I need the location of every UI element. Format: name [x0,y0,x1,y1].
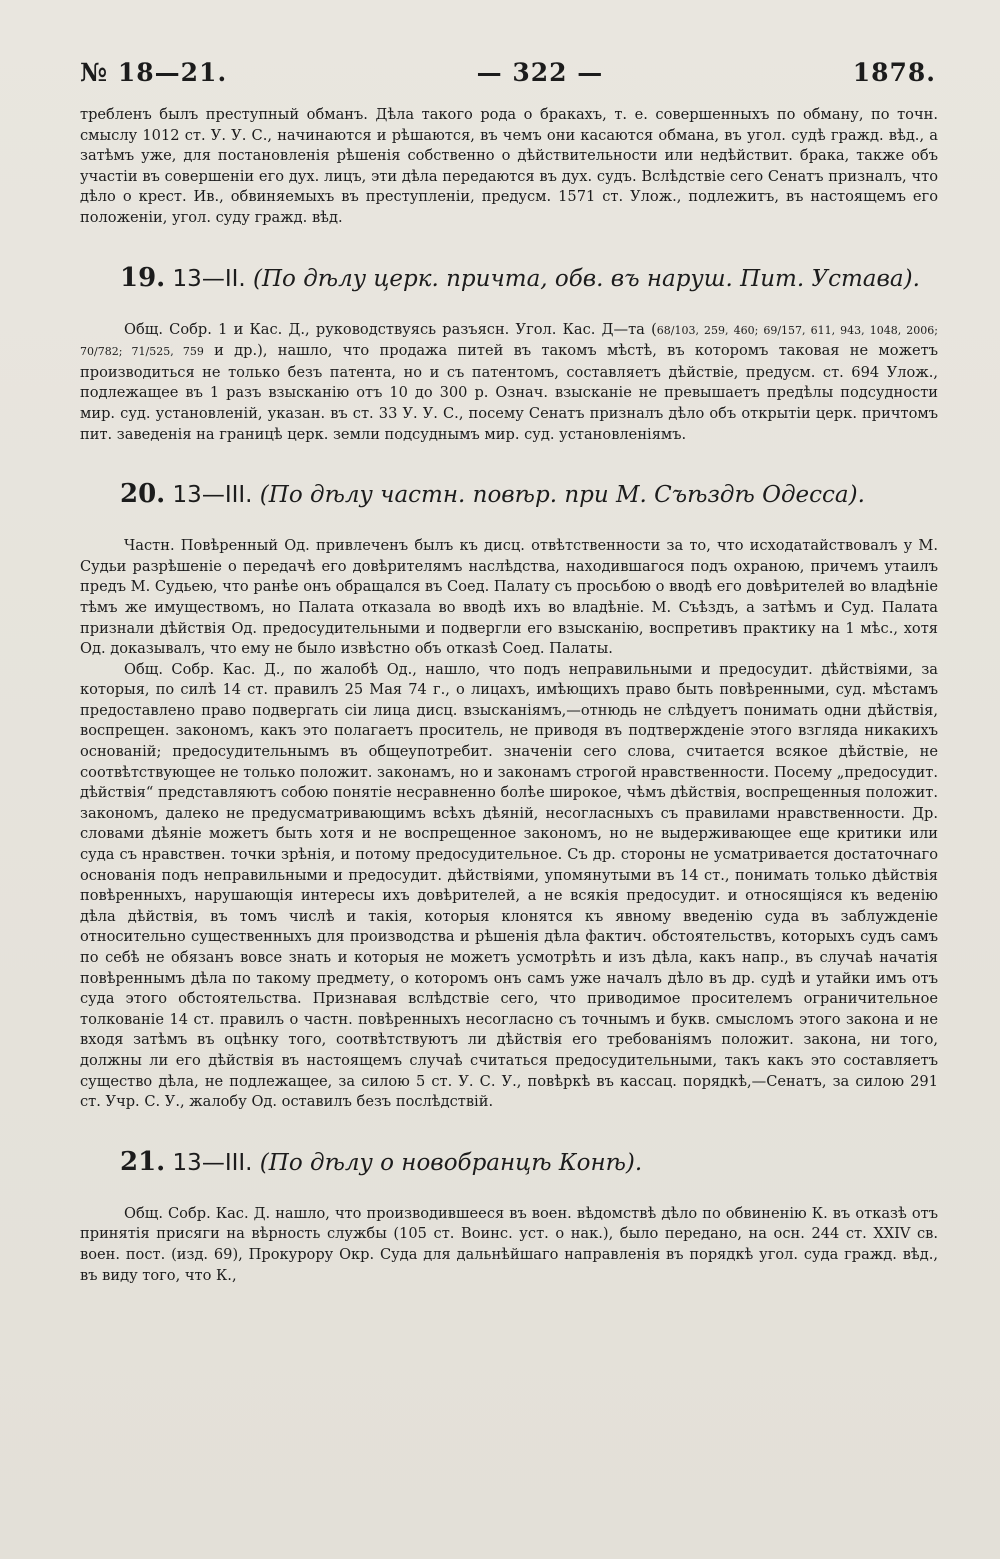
section-19-text-a: Общ. Собр. 1 и Кас. Д., руководствуясь разъясн. Угол. Кас. Д—та ( [124,320,657,338]
section-20-title: (По дѣлу частн. повѣр. при М. Съѣздѣ Одесса). [259,482,865,509]
section-19-paragraph [80,320,938,446]
section-19-title: (По дѣлу церк. причта, обв. въ наруш. Пит. Устава). [253,265,920,292]
section-20-heading [80,479,938,510]
section-20-number: 20. [120,479,166,510]
section-19-date: 13—II. [172,265,246,292]
section-19-text-b: и др.), нашло, что продажа питей въ такомъ мѣстѣ, въ которомъ таковая не можетъ производиться не только безъ патента, но и съ патентомъ, составляетъ дѣйствіе, предусм. ст. 694 Улож., подлежащее въ 1 разъ взысканію отъ 10 до 300 р. Означ. взысканіе не превышаетъ предѣлы подсудности мир. суд. установленій, указан. въ ст. 33 У. У. С., посему Сенатъ призналъ дѣло объ открытіи церк. причтомъ пит. заведенія на границѣ церк. земли подсуднымъ мир. суд. установленіямъ. [80,342,938,443]
issue-numbers: № 18—21. [80,58,228,87]
section-20-paragraph-2: Общ. Собр. Кас. Д., по жалобѣ Од., нашло, что подъ неправильными и предосудит. дѣйствіями, за которыя, по силѣ 14 ст. правилъ 25 Мая 74 г., о лицахъ, имѣющихъ право быть повѣренными, суд. мѣстамъ предоставлено право подвергать сіи лица дисц. взысканіямъ,—отнюдь не слѣдуетъ понимать одни дѣйствія, воспрещен. закономъ, какъ это полагаетъ проситель, не приводя въ подтвержденіе этого взгляда никакихъ основаній; предосудительнымъ въ общеупотребит. значеніи сего слова, считается всякое дѣйствіе, не соотвѣтствующее не только положит. законамъ, но и законамъ строгой нравственности. Посему „предосудит. дѣйствія“ представляютъ собою понятіе несравненно болѣе широкое, чѣмъ дѣйствія, воспрещенныя положит. закономъ, далеко не предусматривающимъ всѣхъ дѣяній, несогласныхъ съ правилами нравственности. Др. словами дѣяніе можетъ быть хотя и не воспрещенное закономъ, но не выдерживающее еще критики или суда съ нравствен. точки зрѣнія, и потому предосудительное. Съ др. стороны не усматривается достаточнаго основанія подъ неправильными и предосудит. дѣйствіями, упомянутыми въ 14 ст., понимать только дѣйствія повѣренныхъ, нарушающія интересы ихъ довѣрителей, а не всякія предосудит. и относящіяся къ веденію дѣла дѣйствія, въ томъ числѣ и такія, которыя клонятся къ явному введенію суда въ заблужденіе относительно существенныхъ для производства и рѣшенія дѣла фактич. обстоятельствъ, которыхъ судъ самъ по себѣ не обязанъ вовсе знать и которыя не можетъ усмотрѣть и изъ дѣла, какъ напр., въ случаѣ начатія повѣреннымъ дѣла по такому предмету, о которомъ онъ самъ уже началъ дѣло въ др. судѣ и утайки имъ отъ суда этого обстоятельства. Признавая вслѣдствіе сего, что приводимое просителемъ ограничительное толкованіе 14 ст. правилъ о частн. повѣренныхъ несогласно съ точнымъ и букв. смысломъ этого закона и не входя затѣмъ въ оцѣнку того, соотвѣтствуютъ ли дѣйствія его требованіямъ положит. закона, ни того, должны ли его дѣйствія въ настоящемъ случаѣ считаться предосудительными, такъ какъ это составляетъ существо дѣла, не подлежащее, за силою 5 ст. У. С. У., повѣркѣ въ кассац. порядкѣ,—Сенатъ, за силою 291 ст. Учр. С. У., жалобу Од. оставилъ безъ послѣдствій. [80,660,938,1111]
section-20-date: 13—III. [172,482,253,509]
section-21-paragraph: Общ. Собр. Кас. Д. нашло, что производившееся въ воен. вѣдомствѣ дѣло по обвиненію К. въ отказѣ отъ принятія присяги на вѣрность службы (105 ст. Воинс. уст. о нак.), было передано, на осн. 244 ст. XXIV св. воен. пост. (изд. 69), Прокурору Окр. Суда для дальнѣйшаго направленія въ порядкѣ угол. суда гражд. вѣд., въ виду того, что К., [80,1204,938,1284]
section-19-references: 68/103, 259, 460; 69/157, 611, 943, 1048, 2006; 70/782; 71/525, 759 [80,323,938,359]
year: 1878. [852,58,936,87]
section-21-title: (По дѣлу о новобранцѣ Конѣ). [259,1149,643,1176]
section-21-date: 13—III. [172,1149,253,1176]
section-19-heading [80,263,938,294]
intro-paragraph: требленъ былъ преступный обманъ. Дѣла такого рода о бракахъ, т. е. совершенныхъ по обману, по точн. смыслу 1012 ст. У. У. С., начинаются и рѣшаются, въ чемъ они касаются обмана, въ угол. судѣ гражд. вѣд., а затѣмъ уже, для постановленія рѣшенія собственно о дѣйствительности или недѣйствит. брака, также объ участіи въ совершеніи его дух. лицъ, эти дѣла передаются въ дух. судъ. Вслѣдствіе сего Сенатъ призналъ, что дѣло о крест. Ив., обвиняемыхъ въ преступленіи, предусм. 1571 ст. Улож., подлежитъ, въ настоящемъ его положеніи, угол. суду гражд. вѣд. [80,106,938,226]
page-number: — 322 — [476,58,604,87]
section-19-number: 19. [120,262,166,293]
page-header [80,58,938,87]
section-21-number: 21. [120,1146,166,1177]
section-21-heading [80,1147,938,1178]
section-20-paragraph-1: Частн. Повѣренный Од. привлеченъ былъ къ дисц. отвѣтственности за то, что исходатайствовалъ у М. Судьи разрѣшеніе о передачѣ его довѣрителямъ наслѣдства, находившагося подъ охраною, причемъ утаилъ предъ М. Судьею, что ранѣе онъ обращался въ Соед. Палату съ просьбою о вводѣ его довѣрителей во владѣніе тѣмъ же имуществомъ, но Палата отказала во вводѣ ихъ во владѣніе. М. Съѣздъ, а затѣмъ и Суд. Палата признали дѣйствія Од. предосудительными и подвергли его взысканію, воспретивъ практику на 1 мѣс., хотя Од. доказывалъ, что ему не было извѣстно объ отказѣ Соед. Палаты. [80,537,938,658]
